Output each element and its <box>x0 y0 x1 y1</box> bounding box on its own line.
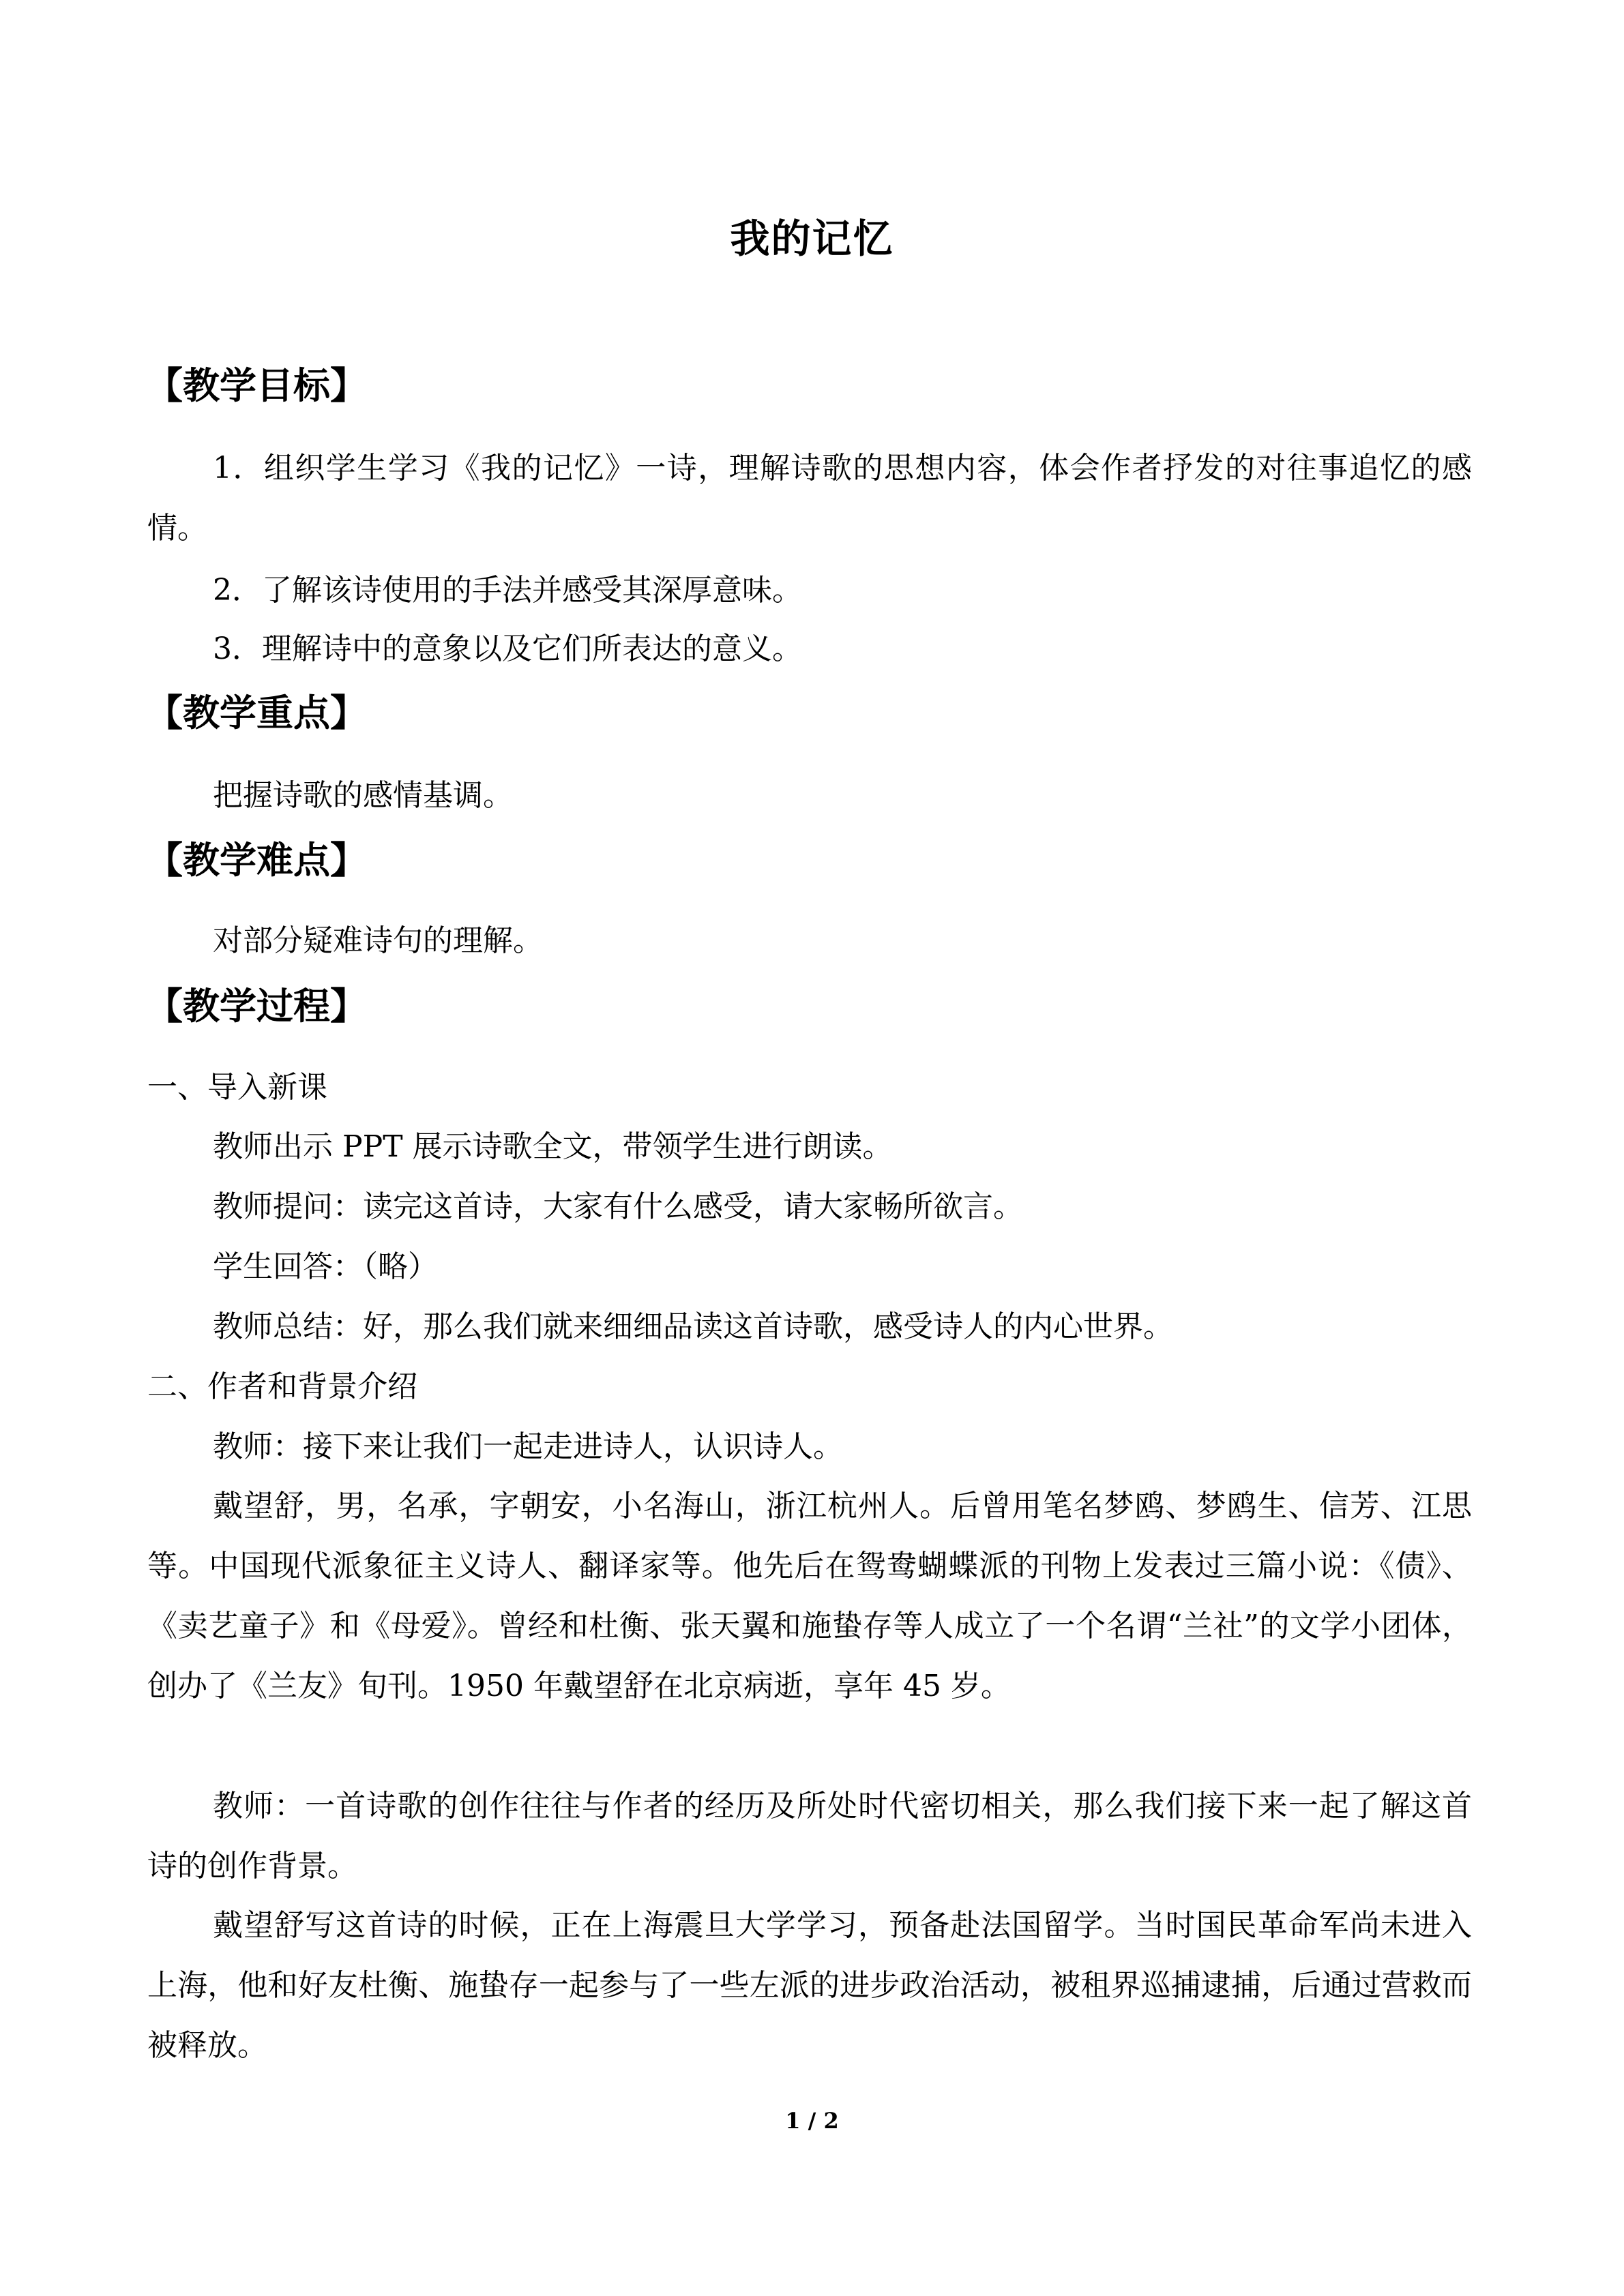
process-part2-line-3: 教师：一首诗歌的创作往往与作者的经历及所处时代密切相关，那么我们接下来一起了解这首诗的创作背景。 <box>147 1789 1472 1883</box>
section-heading-difficulties: 【教学难点】 <box>146 838 367 882</box>
process-part1-line-1: 教师出示 PPT 展示诗歌全文，带领学生进行朗读。 <box>213 1129 893 1164</box>
process-part1-line-3: 学生回答：（略） <box>213 1249 438 1284</box>
difficulties-text: 对部分疑难诗句的理解。 <box>213 923 543 958</box>
section-heading-objectives: 【教学目标】 <box>146 363 367 407</box>
process-part2-author-bio: 戴望舒，男，名承，字朝安，小名海山，浙江杭州人。后曾用笔名梦鸥、梦鸥生、信芳、江思等。中国现代派象征主义诗人、翻译家等。他先后在鸳鸯蝴蝶派的刊物上发表过三篇小说：《债》、《卖艺童子》和《母爱》。曾经和杜衡、张天翼和施蛰存等人成立了一个名谓“兰社”的文学小团体，创办了《兰友》旬刊。1950 年戴望舒在北京病逝，享年 45 岁。 <box>147 1489 1472 1703</box>
process-part2-title: 二、作者和背景介绍 <box>147 1369 417 1404</box>
page-number: 1 / 2 <box>785 2108 839 2134</box>
section-heading-process: 【教学过程】 <box>146 984 367 1028</box>
process-part1-title: 一、导入新课 <box>147 1070 327 1105</box>
document-title: 我的记忆 <box>730 215 894 262</box>
process-part1-line-4: 教师总结：好，那么我们就来细细品读这首诗歌，感受诗人的内心世界。 <box>213 1309 1173 1344</box>
objective-item-2: 2．了解该诗使用的手法并感受其深厚意味。 <box>213 573 802 608</box>
objective-item-1: 1．组织学生学习《我的记忆》一诗，理解诗歌的思想内容，体会作者抒发的对往事追忆的感情。 <box>147 451 1472 546</box>
process-part2-background: 戴望舒写这首诗的时候，正在上海震旦大学学习，预备赴法国留学。当时国民革命军尚未进入上海，他和好友杜衡、施蛰存一起参与了一些左派的进步政治活动，被租界巡捕逮捕，后通过营救而被释放。 <box>147 1908 1472 2063</box>
process-part2-line-1: 教师：接下来让我们一起走进诗人，认识诗人。 <box>213 1429 843 1464</box>
key-points-text: 把握诗歌的感情基调。 <box>213 778 513 813</box>
objective-item-3: 3．理解诗中的意象以及它们所表达的意义。 <box>213 631 802 666</box>
section-heading-key-points: 【教学重点】 <box>146 691 367 734</box>
process-part1-line-2: 教师提问：读完这首诗，大家有什么感受，请大家畅所欲言。 <box>213 1189 1023 1224</box>
